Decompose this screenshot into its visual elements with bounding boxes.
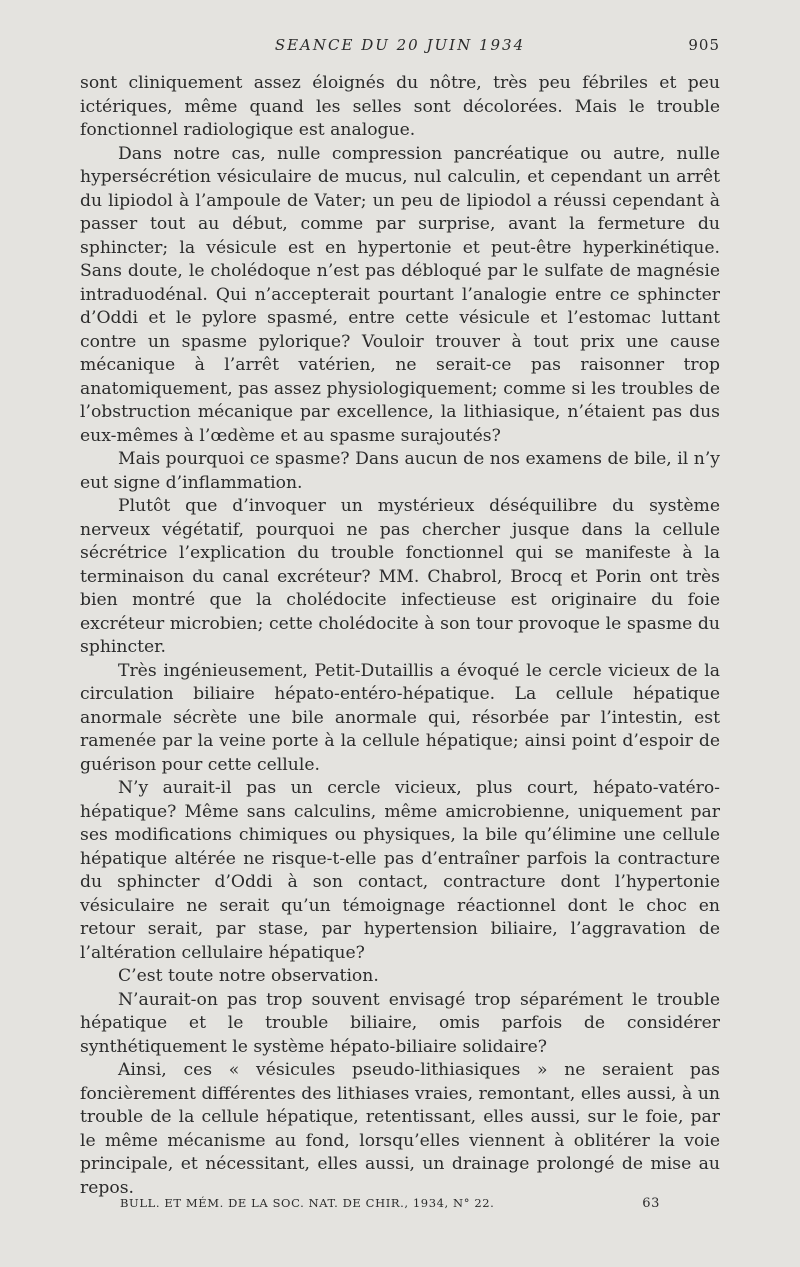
paragraph-6: N’y aurait-il pas un cercle vicieux, plus court, hépato-vatéro-hépatique? Même sans calculins, même amicrobienne, uniquement par ses modifications chimiques ou physiques, la bile qu’élimine une cellule hépatique altérée ne risque-t-elle pas d’entraîner parfois la contracture du sphincter d’Oddi à son contact, contracture dont l’hypertonie vésiculaire ne serait qu’un témoignage réactionnel dont le choc en retour serait, par stase, par hypertension biliaire, l’aggravation de l’altération cellulaire hépatique? [80,778,720,963]
paragraph-7: C’est toute notre observation. [118,966,379,986]
page-footer [120,1196,660,1216]
signature-mark: 63 [642,1196,660,1211]
page-number: 905 [688,36,720,54]
article-body [80,72,720,1200]
paragraph-9: Ainsi, ces « vésicules pseudo-lithiasiques » ne seraient pas foncièrement différentes des lithiases vraies, remontant, elles aussi, à un trouble de la cellule hépatique, retentissant, elles aussi, sur le foie, par le même mécanisme au fond, lorsqu’elles viennent à oblitérer la voie principale, et nécessitant, elles aussi, un drainage prolongé de mise au repos. [80,1060,720,1198]
running-head: SEANCE DU 20 JUIN 1934 [274,36,526,54]
journal-citation: BULL. ET MÉM. DE LA SOC. NAT. DE CHIR., 1934, N° 22. [120,1196,495,1210]
paragraph-4: Plutôt que d’invoquer un mystérieux déséquilibre du système nerveux végétatif, pourquoi ne pas chercher jusque dans la cellule sécrétrice l’explication du trouble fonctionnel qui se manifeste à la terminaison du canal excréteur? MM. Chabrol, Brocq et Porin ont très bien montré que la cholédocite infectieuse est originaire du foie excréteur microbien; cette cholédocite à son tour provoque le spasme du sphincter. [80,496,720,657]
paragraph-5: Très ingénieusement, Petit-Dutaillis a évoqué le cercle vicieux de la circulation biliaire hépato-entéro-hépatique. La cellule hépatique anormale sécrète une bile anormale qui, résorbée par l’intestin, est ramenée par la veine porte à la cellule hépatique; ainsi point d’espoir de guérison pour cette cellule. [80,660,720,775]
paragraph-8: N’aurait-on pas trop souvent envisagé trop séparément le trouble hépatique et le trouble biliaire, omis parfois de considérer synthétiquement le système hépato-biliaire solidaire? [80,989,720,1057]
paragraph-1: sont cliniquement assez éloignés du nôtre, très peu fébriles et peu ictériques, même quand les selles sont décolorées. Mais le trouble fonctionnel radiologique est analogue. [80,73,720,140]
paragraph-2: Dans notre cas, nulle compression pancréatique ou autre, nulle hypersécrétion vésiculaire de mucus, nul calculin, et cependant un arrêt du lipiodol à l’ampoule de Vater; un peu de lipiodol a réussi cependant à passer tout au début, comme par surprise, avant la fermeture du sphincter; la vésicule est en hypertonie et peut-être hyperkinétique. Sans doute, le cholédoque n’est pas débloqué par le sulfate de magnésie intraduodénal. Qui n’accepterait pourtant l’analogie entre ce sphincter d’Oddi et le pylore spasmé, entre cette vésicule et l’estomac luttant contre un spasme pylorique? Vouloir trouver à tout prix une cause mécanique à l’arrêt vatérien, ne serait-ce pas raisonner trop anatomiquement, pas assez physiologiquement; comme si les troubles de l’obstruction mécanique par excellence, la lithiasique, n’étaient pas dus eux-mêmes à l’œdème et au spasme surajoutés? [80,143,720,446]
paragraph-3: Mais pourquoi ce spasme? Dans aucun de nos examens de bile, il n’y eut signe d’inflammation. [80,449,720,493]
page-header [80,36,720,58]
